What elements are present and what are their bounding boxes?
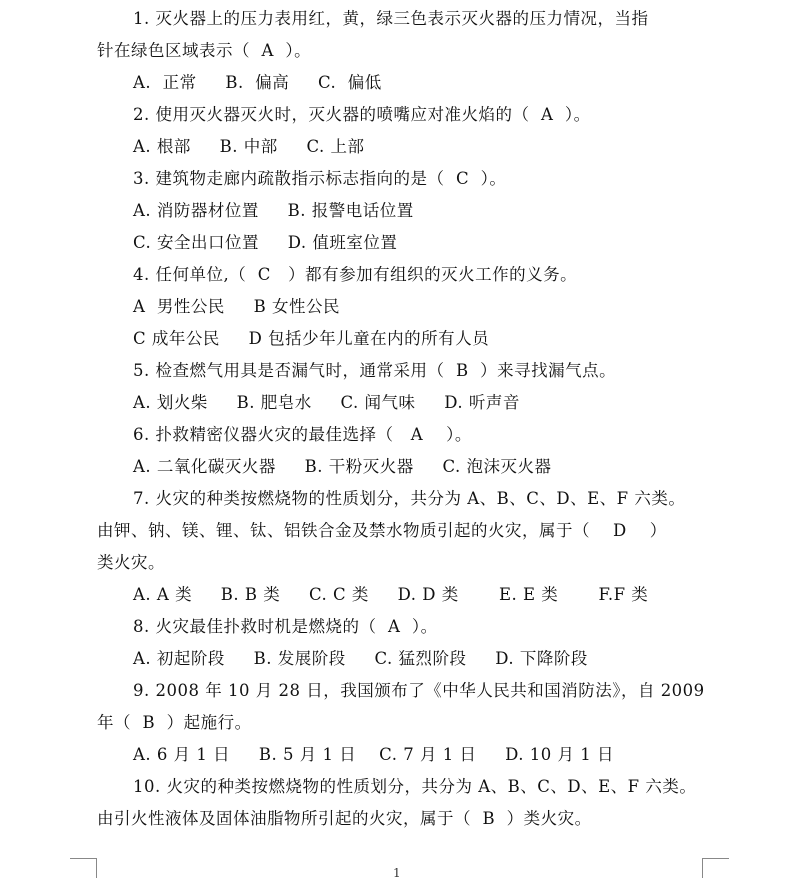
q3-options-1: A. 消防器材位置 B. 报警电话位置 xyxy=(133,201,414,220)
q10-line-1: 10. 火灾的种类按燃烧物的性质划分，共分为 A、B、C、D、E、F 六类。 xyxy=(133,777,697,796)
q2-line: 2. 使用灭火器灭火时，灭火器的喷嘴应对准火焰的（ A ）。 xyxy=(133,105,591,124)
q6-options: A. 二氧化碳灭火器 B. 干粉灭火器 C. 泡沫灭火器 xyxy=(133,457,552,476)
q4-line: 4. 任何单位,（ C ）都有参加有组织的灭火工作的义务。 xyxy=(133,265,578,284)
q5-options: A. 划火柴 B. 肥皂水 C. 闻气味 D. 听声音 xyxy=(133,393,520,412)
q1-line-2: 针在绿色区域表示（ A ）。 xyxy=(97,41,312,60)
page-number: 1 xyxy=(393,866,401,880)
q9-line-1: 9. 2008 年 10 月 28 日，我国颁布了《中华人民共和国消防法》，自 2009 xyxy=(133,681,705,700)
q7-line-1: 7. 火灾的种类按燃烧物的性质划分，共分为 A、B、C、D、E、F 六类。 xyxy=(133,489,686,508)
q7-line-3: 类火灾。 xyxy=(97,553,165,572)
page-corner-mark-left xyxy=(70,858,97,878)
q5-line: 5. 检查燃气用具是否漏气时，通常采用（ B ）来寻找漏气点。 xyxy=(133,361,617,380)
q10-line-2: 由引火性液体及固体油脂物所引起的火灾，属于（ B ）类火灾。 xyxy=(97,809,592,828)
q7-options: A. A 类 B. B 类 C. C 类 D. D 类 E. E 类 F.F 类 xyxy=(133,585,649,604)
q6-line: 6. 扑救精密仪器火灾的最佳选择（ A ）。 xyxy=(133,425,472,444)
q3-line: 3. 建筑物走廊内疏散指示标志指向的是（ C ）。 xyxy=(133,169,507,188)
q3-options-2: C. 安全出口位置 D. 值班室位置 xyxy=(133,233,398,252)
q9-options: A. 6 月 1 日 B. 5 月 1 日 C. 7 月 1 日 D. 10 月 1 日 xyxy=(133,745,615,764)
q4-options-2: C 成年公民 D 包括少年儿童在内的所有人员 xyxy=(133,329,490,348)
q2-options: A. 根部 B. 中部 C. 上部 xyxy=(133,137,365,156)
q9-line-2: 年（ B ）起施行。 xyxy=(97,713,252,732)
q4-options-1: A 男性公民 B 女性公民 xyxy=(133,297,340,316)
q1-line-1: 1. 灭火器上的压力表用红，黄，绿三色表示灭火器的压力情况，当指 xyxy=(133,9,649,28)
q8-options: A. 初起阶段 B. 发展阶段 C. 猛烈阶段 D. 下降阶段 xyxy=(133,649,588,668)
q1-options: A. 正常 B. 偏高 C. 偏低 xyxy=(133,73,382,92)
q7-line-2: 由钾、钠、镁、锂、钛、铝铁合金及禁水物质引起的火灾，属于（ D ） xyxy=(97,521,667,540)
page-corner-mark-right xyxy=(702,858,729,878)
q8-line: 8. 火灾最佳扑救时机是燃烧的（ A ）。 xyxy=(133,617,438,636)
